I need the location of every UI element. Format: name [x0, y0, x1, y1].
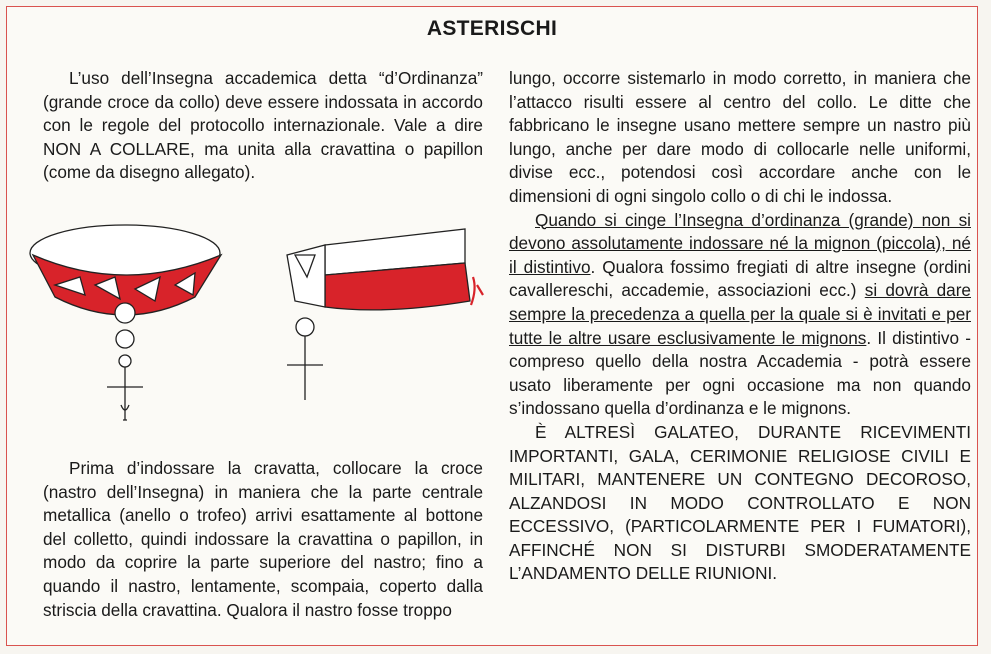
rule-underlined-1: Quando si cinge l’Insegna d’ordinanza (grande) non si devono assolutamente indossare né la mignon (piccola), né il distintivo [509, 209, 971, 277]
instructions-paragraph: Prima d’indossare la cravatta, collocare la croce (nastro dell’Insegna) in maniera che la parte centrale metallica (anello o trofeo) arrivi esattamente al bottone del colletto, quindi indossare la cravattina o papillon, in modo da coprire la parte superiore del nastro; fino a quando il nastro, lentamente, scompaia, coperto dalla striscia della cravattina. Qualora il nastro fosse troppo [43, 458, 483, 620]
ribbon-illustration [25, 215, 495, 437]
intro-column [43, 67, 483, 185]
collar-side-drawing [287, 229, 483, 400]
page-title: ASTERISCHI [426, 17, 558, 40]
rule-underlined-2: si dovrà dare sempre la precedenza a quella per la quale si è invitati e per tutte le altre usare esclusivamente le mignons [509, 280, 971, 348]
rule-text-1: . Qualora fossimo fregiati di altre insegne (ordini cavallereschi, accademie, associazioni ecc.) [509, 256, 971, 301]
continuation-paragraph: lungo, occorre sistemarlo in modo corretto, in maniera che l’attacco risulti essere al centro del collo. Le ditte che fabbricano le insegne usano mettere sempre un nastro più lungo, anche per dare modo di collocarle nelle uniformi, divise ecc., potendosi così accordare anche con le dimensioni di ogni singolo collo o di chi le indossa. [509, 68, 971, 206]
etiquette-paragraph: È ALTRESÌ GALATEO, DURANTE RICEVIMENTI IMPORTANTI, GALA, CERIMONIE RELIGIOSE CIVILI E MILITARI, MANTENERE UN CONTEGNO DECOROSO, ALZANDOSI IN MODO CONTROLLATO E NON ECCESSIVO, (PARTICOLARMENTE PER I FUMATORI), AFFINCHÉ NON SI DISTURBI SMODERATAMENTE L’ANDAMENTO DELLE RIUNIONI. [509, 421, 971, 584]
collar-front-drawing [30, 225, 221, 420]
intro-paragraph: L’uso dell’Insegna accademica detta “d’Ordinanza” (grande croce da collo) deve essere indossata in accordo con le regole del protocollo internazionale. Vale a dire NON A COLLARE, ma unita alla cravattina o papillon (come da disegno allegato). [43, 68, 483, 183]
rule-text-2: . Il distintivo - compreso quello della nostra Accademia - potrà essere usato liberamente per ogni occasione ma non quando s’indossano quella d’ordinanza e le mignons. [509, 327, 971, 419]
right-column [509, 67, 971, 586]
precedence-paragraph [509, 209, 971, 421]
instructions-column [43, 457, 483, 622]
document-page [6, 6, 978, 646]
